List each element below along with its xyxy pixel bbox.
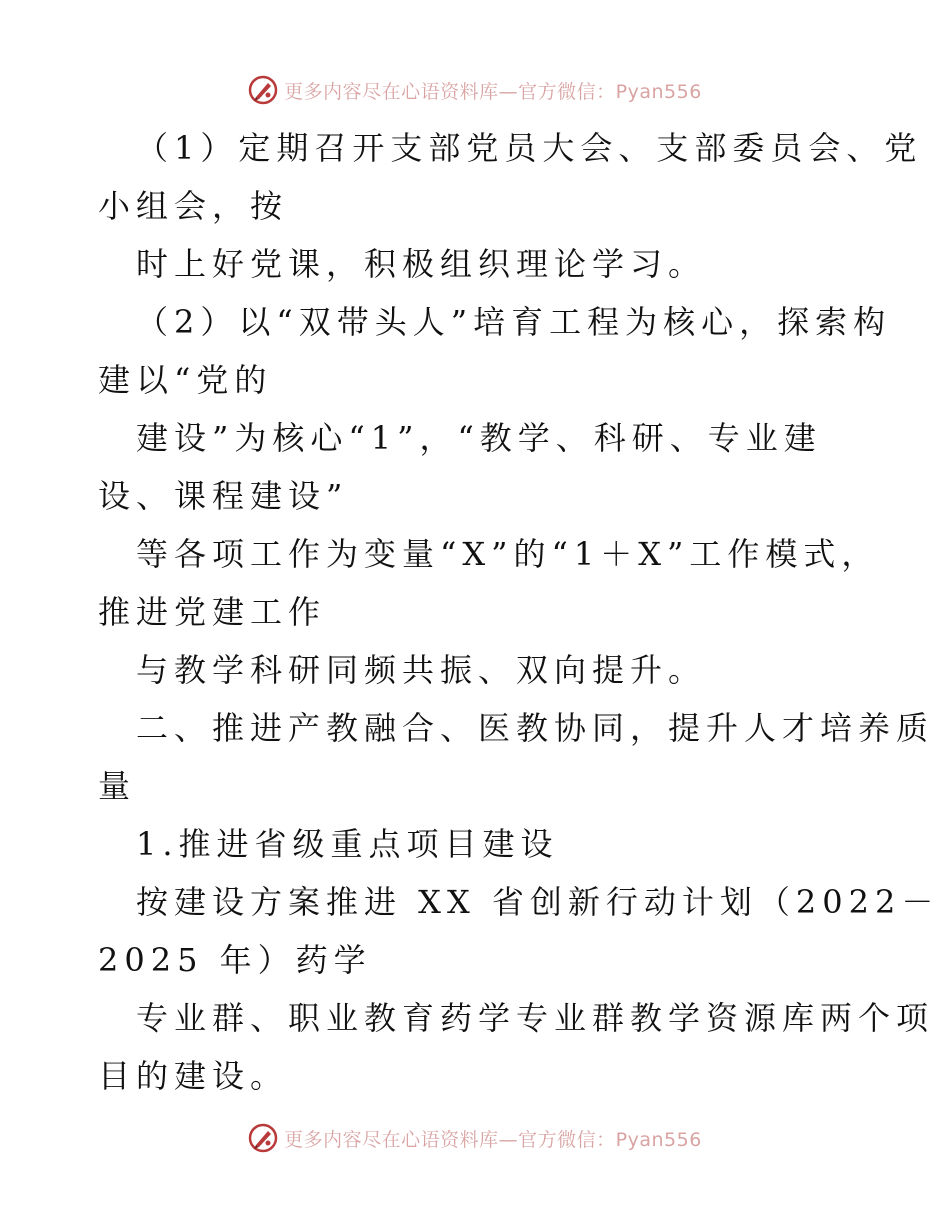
section-heading: 量 — [98, 767, 137, 805]
text-line: 小组会，按 — [98, 187, 289, 225]
text-line: 2025 年）药学 — [98, 941, 372, 979]
text-line: 建以“党的 — [98, 361, 273, 399]
text-line: 专业群、职业教育药学专业群教学资源库两个项 — [136, 999, 935, 1037]
subsection-heading: 1.推进省级重点项目建设 — [136, 825, 559, 863]
watermark-text: 更多内容尽在心语资料库—官方微信：Pyan556 — [284, 80, 702, 103]
header-watermark — [0, 70, 950, 110]
text-line: 按建设方案推进 XX 省创新行动计划（2022－ — [136, 883, 940, 921]
text-line: 与教学科研同频共振、双向提升。 — [136, 651, 707, 689]
text-line: 建设”为核心“1”，“教学、科研、专业建 — [136, 419, 822, 457]
text-line: 等各项工作为变量“X”的“1＋X”工作模式， — [136, 535, 880, 573]
text-line: （1）定期召开支部党员大会、支部委员会、党 — [136, 129, 923, 167]
text-line: 目的建设。 — [98, 1057, 289, 1095]
watermark-text: 更多内容尽在心语资料库—官方微信：Pyan556 — [284, 1128, 702, 1151]
text-line: （2）以“双带头人”培育工程为核心，探索构 — [136, 303, 892, 341]
section-heading: 二、推进产教融合、医教协同，提升人才培养质 — [136, 709, 935, 747]
text-line: 设、课程建设” — [98, 477, 349, 515]
text-line: 时上好党课，积极组织理论学习。 — [136, 245, 707, 283]
text-line: 推进党建工作 — [98, 593, 327, 631]
quill-logo-icon — [248, 1123, 278, 1153]
quill-logo-icon — [248, 75, 278, 105]
footer-watermark — [0, 1118, 950, 1158]
